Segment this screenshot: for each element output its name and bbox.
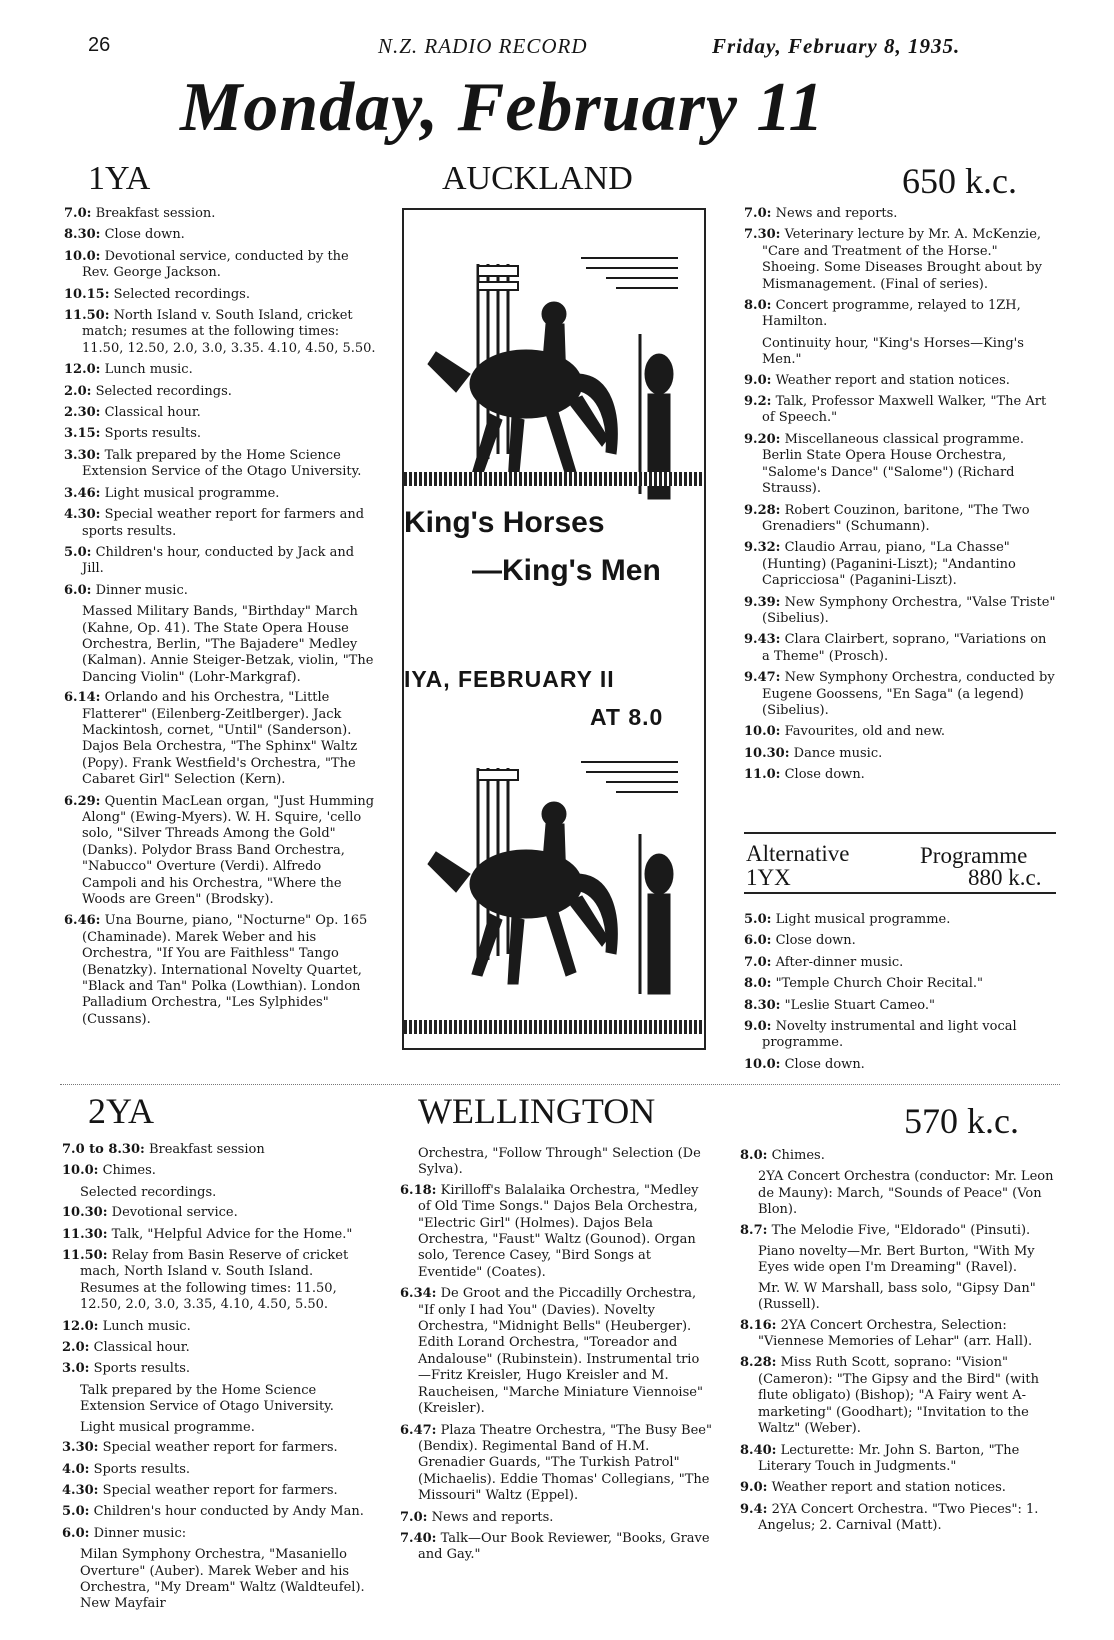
ad-headline-line2: —King's Men <box>472 554 661 587</box>
entry-time: 8.30: <box>744 997 781 1013</box>
entry-text: Selected recordings. <box>80 1184 217 1200</box>
programme-entry <box>740 1223 1056 1239</box>
entry-time: 8.40: <box>740 1442 777 1458</box>
programme-entry <box>400 1510 712 1526</box>
entry-time: 8.0: <box>744 976 772 992</box>
entry-time: 8.16: <box>740 1317 777 1333</box>
programme-entry <box>744 206 1056 222</box>
station-call-1ya: 1YA <box>88 160 151 197</box>
programme-entry <box>64 249 376 282</box>
entry-text: Special weather report for farmers. <box>102 1440 338 1456</box>
programme-entry <box>744 298 1056 331</box>
programme-entry <box>744 1019 1056 1052</box>
programme-entry <box>62 1547 374 1613</box>
alt-heading-right: Programme <box>920 843 1028 868</box>
entry-text: Light musical programme. <box>80 1419 255 1435</box>
entry-text: Close down. <box>784 1056 865 1072</box>
entry-time: 3.30: <box>64 447 101 463</box>
programme-entry <box>64 794 376 909</box>
horseman-illustration-bottom <box>416 754 692 1004</box>
entry-text: Devotional service, conducted by the Rev. George Jackson. <box>82 248 349 281</box>
entry-time: 6.0: <box>744 933 772 949</box>
programme-entry <box>744 394 1056 427</box>
entry-text: Classical hour. <box>93 1340 190 1356</box>
ad-headline-line1: King's Horses <box>404 506 605 539</box>
programme-entry <box>62 1248 374 1314</box>
horseman-illustration-top <box>416 224 692 514</box>
entry-time: 9.28: <box>744 502 781 518</box>
entry-text: News and reports. <box>431 1509 554 1525</box>
entry-text: Selected recordings. <box>113 286 250 302</box>
programme-entry <box>744 724 1056 740</box>
entry-text: After-dinner music. <box>775 954 904 970</box>
entry-text: Milan Symphony Orchestra, "Masaniello Overture" (Auber). Marek Weber and his Orchestra, "My Dream" Waltz (Waldteufel). New Mayfair <box>80 1547 365 1612</box>
programme-entry <box>62 1340 374 1356</box>
entry-text: 2YA Concert Orchestra. "Two Pieces": 1. Angelus; 2. Carnival (Matt). <box>758 1501 1039 1534</box>
entry-text: New Symphony Orchestra, conducted by Eugene Goossens, "En Saga" (a legend) (Sibelius). <box>762 670 1055 718</box>
entry-time: 12.0: <box>64 362 101 378</box>
entry-time: 5.0: <box>64 544 92 560</box>
station-freq-570: 570 k.c. <box>904 1101 1019 1141</box>
entry-text: Light musical programme. <box>775 912 951 927</box>
entry-text: New Symphony Orchestra, "Valse Triste" (Sibelius). <box>762 594 1056 626</box>
entry-text: Talk prepared by the Home Science Extension Service of Otago University. <box>80 1382 334 1415</box>
programme-entry <box>740 1244 1056 1277</box>
programme-list-2ya-col1 <box>62 1142 374 1617</box>
entry-text: Devotional service. <box>111 1205 238 1221</box>
programme-entry <box>744 955 1056 971</box>
entry-time: 6.34: <box>400 1286 437 1302</box>
entry-time: 10.0: <box>744 1056 781 1072</box>
entry-text: Continuity hour, "King's Horses—King's Men." <box>762 335 1024 368</box>
entry-time: 7.0: <box>400 1509 428 1525</box>
entry-text: North Island v. South Island, cricket match; resumes at the following times: 11.50, 12.50, 2.0, 3.0, 3.35. 4.10, 4.50, 5.50. <box>82 308 376 356</box>
entry-text: Miscellaneous classical programme. Berlin State Opera House Orchestra, "Salome's Dance" ("Salome") (Richard Strauss). <box>762 431 1024 497</box>
alt-divider-bottom <box>744 892 1056 894</box>
entry-time: 2.30: <box>64 405 101 421</box>
alt-heading-left: Alternative <box>746 841 850 866</box>
entry-time: 9.39: <box>744 594 781 610</box>
programme-entry <box>64 545 376 578</box>
entry-text: "Leslie Stuart Cameo." <box>784 997 935 1013</box>
entry-time: 6.29: <box>64 793 101 809</box>
programme-entry <box>740 1443 1056 1476</box>
programme-entry <box>744 933 1056 949</box>
entry-time: 7.0 to 8.30: <box>62 1142 145 1157</box>
entry-text: Chimes. <box>102 1163 156 1179</box>
programme-entry <box>744 632 1056 665</box>
entry-time: 10.30: <box>62 1205 108 1221</box>
entry-text: Talk prepared by the Home Science Extension Service of the Otago University. <box>82 447 362 480</box>
entry-time: 8.0: <box>740 1148 768 1163</box>
programme-entry <box>744 1057 1056 1073</box>
programme-entry <box>744 670 1056 719</box>
entry-time: 2.0: <box>62 1340 90 1356</box>
programme-entry <box>64 486 376 502</box>
entry-time: 9.20: <box>744 431 781 447</box>
entry-text: Breakfast session. <box>95 206 216 221</box>
entry-time: 9.47: <box>744 670 781 686</box>
entry-time: 8.28: <box>740 1355 777 1371</box>
entry-text: De Groot and the Piccadilly Orchestra, "If only I had You" (Davies). Novelty Orchestra, "Midnight Bells" (Heuberger). Edith Lorand Orchestra, "Toreador and Andalouse" (Rubinstein). Instrumental trio—Fritz Kreisler, Hugo Kreisler and M. Raucheisen, "Marche Miniature Viennoise" (Kreisler). <box>418 1286 703 1417</box>
programme-entry <box>740 1502 1056 1535</box>
entry-text: Miss Ruth Scott, soprano: "Vision" (Cameron): "The Gipsy and the Bird" (with flute obligato) (Bishop); "A Fairy went A-marketing" (Goodhart); "Invitation to the Waltz" (Weber). <box>758 1355 1039 1437</box>
entry-time: 8.7: <box>740 1222 768 1238</box>
entry-text: News and reports. <box>775 206 898 221</box>
programme-entry <box>744 595 1056 628</box>
entry-text: Favourites, old and new. <box>784 724 946 740</box>
programme-entry <box>64 604 376 686</box>
programme-entry <box>400 1183 712 1281</box>
programme-entry <box>62 1227 374 1243</box>
entry-text: Relay from Basin Reserve of cricket mach, North Island v. South Island. Resumes at the following times: 11.50, 12.50, 2.0, 3.0, 3.35, 4.10, 4.50, 5.50. <box>80 1248 349 1313</box>
publication-name: N.Z. RADIO RECORD <box>378 34 588 58</box>
ad-time: AT 8.0 <box>590 704 664 730</box>
entry-time: 6.46: <box>64 913 101 929</box>
programme-entry <box>744 746 1056 762</box>
entry-time: 7.40: <box>400 1530 437 1546</box>
entry-text: Lunch music. <box>104 362 193 378</box>
programme-entry <box>62 1440 374 1456</box>
entry-text: Veterinary lecture by Mr. A. McKenzie, "Care and Treatment of the Horse." Shoeing. Some Diseases Brought about by Mismanagement. (Final of series). <box>762 227 1042 292</box>
advertisement-box <box>402 208 706 1050</box>
entry-text: Special weather report for farmers and sports results. <box>82 507 365 539</box>
entry-text: Special weather report for farmers. <box>102 1482 338 1498</box>
programme-entry <box>64 227 376 243</box>
entry-text: Close down. <box>784 767 865 783</box>
entry-time: 7.0: <box>744 954 772 970</box>
entry-text: Dance music. <box>793 745 883 761</box>
entry-text: Massed Military Bands, "Birthday" March (Kahne, Op. 41). The State Opera House Orchestra, Berlin, "The Bajadere" Medley (Kalman). Annie Steiger-Betzak, violin, "The Dancing Violin" (Lohr-Markgraf). <box>82 604 374 685</box>
programme-entry <box>62 1185 374 1201</box>
programme-entry <box>744 998 1056 1014</box>
entry-time: 11.0: <box>744 767 781 783</box>
entry-time: 2.0: <box>64 383 92 399</box>
entry-text: Sports results. <box>93 1461 190 1477</box>
programme-entry <box>744 336 1056 369</box>
programme-entry <box>400 1286 712 1417</box>
programme-entry <box>64 384 376 400</box>
entry-time: 3.30: <box>62 1440 99 1456</box>
entry-text: 2YA Concert Orchestra, Selection: "Viennese Memories of Lehar" (arr. Hall). <box>758 1317 1033 1350</box>
entry-text: Orlando and his Orchestra, "Little Flatterer" (Eilenberg-Zeitlberger). Jack Mackintosh, cornet, "Until" (Sanderson). Dajos Bela Orchestra, "The Sphinx" Waltz (Popy). Frank Westfield's Orchestra, "The Cabaret Girl" Selection (Kern). <box>82 690 358 788</box>
programme-list-2ya-col3 <box>740 1148 1056 1540</box>
programme-entry <box>744 503 1056 536</box>
entry-text: Light musical programme. <box>104 485 280 501</box>
entry-time: 4.0: <box>62 1461 90 1477</box>
entry-text: Dinner music. <box>95 582 188 598</box>
programme-entry <box>64 426 376 442</box>
entry-text: Quentin MacLean organ, "Just Humming Along" (Ewing-Myers). W. H. Squire, 'cello solo, "Silver Threads Among the Gold" (Danks). Polydor Brass Band Orchestra, "Nabucco" Overture (Verdi). Alfredo Campoli and his Orchestra, "Where the Woods are Green" (Brodsky). <box>82 793 375 908</box>
programme-entry <box>62 1383 374 1416</box>
programme-entry <box>62 1462 374 1478</box>
entry-time: 9.32: <box>744 540 781 556</box>
entry-text: Novelty instrumental and light vocal programme. <box>762 1019 1017 1051</box>
programme-entry <box>64 583 376 599</box>
programme-entry <box>740 1148 1056 1164</box>
entry-time: 9.4: <box>740 1501 768 1517</box>
entry-time: 10.0: <box>62 1163 99 1179</box>
entry-time: 6.14: <box>64 690 101 706</box>
entry-text: Close down. <box>775 933 856 949</box>
section-divider <box>60 1084 1060 1085</box>
entry-time: 7.0: <box>744 206 772 221</box>
entry-time: 5.0: <box>744 912 772 927</box>
programme-list-1ya-left <box>64 206 376 1033</box>
programme-entry <box>62 1526 374 1542</box>
programme-entry <box>744 227 1056 293</box>
programme-entry <box>400 1146 712 1179</box>
entry-text: Weather report and station notices. <box>775 372 1010 388</box>
entry-time: 9.0: <box>744 1019 772 1035</box>
programme-entry <box>740 1480 1056 1496</box>
entry-text: Talk—Our Book Reviewer, "Books, Grave and Gay." <box>418 1530 710 1563</box>
station-call-2ya: 2YA <box>88 1091 155 1131</box>
programme-entry <box>744 540 1056 589</box>
entry-time: 3.15: <box>64 426 101 442</box>
decorative-band-bottom <box>404 1020 704 1034</box>
entry-text: Chimes. <box>771 1148 825 1163</box>
entry-text: Talk, "Helpful Advice for the Home." <box>111 1226 353 1242</box>
ad-station-date: IYA, FEBRUARY II <box>404 666 615 692</box>
station-city-auckland: AUCKLAND <box>442 160 633 197</box>
entry-text: The Melodie Five, "Eldorado" (Pinsuti). <box>771 1222 1031 1238</box>
programme-entry <box>744 912 1056 928</box>
programme-entry <box>400 1531 712 1564</box>
entry-time: 6.18: <box>400 1182 437 1198</box>
entry-time: 9.0: <box>744 372 772 388</box>
alt-programme-list <box>744 912 1056 1078</box>
alt-station-freq: 880 k.c. <box>968 865 1042 890</box>
entry-text: Clara Clairbert, soprano, "Variations on a Theme" (Prosch). <box>762 632 1047 664</box>
entry-time: 12.0: <box>62 1318 99 1334</box>
programme-entry <box>64 287 376 303</box>
entry-text: Sports results. <box>104 426 202 442</box>
page-title: Monday, February 11 <box>180 69 825 146</box>
programme-entry <box>744 767 1056 783</box>
programme-entry <box>62 1504 374 1520</box>
programme-entry <box>64 507 376 540</box>
entry-text: Close down. <box>104 227 185 243</box>
programme-list-1ya-right <box>744 206 1056 789</box>
entry-time: 10.15: <box>64 286 110 302</box>
programme-entry <box>64 690 376 788</box>
entry-text: Orchestra, "Follow Through" Selection (De Sylva). <box>418 1146 701 1178</box>
programme-entry <box>64 913 376 1028</box>
entry-time: 4.30: <box>64 507 101 523</box>
entry-time: 10.0: <box>64 248 101 264</box>
entry-time: 6.0: <box>64 582 92 598</box>
entry-time: 8.30: <box>64 227 101 243</box>
programme-entry <box>64 405 376 421</box>
programme-entry <box>62 1361 374 1377</box>
entry-text: Concert programme, relayed to 1ZH, Hamilton. <box>762 298 1021 330</box>
entry-time: 10.0: <box>744 724 781 740</box>
entry-time: 9.43: <box>744 632 781 648</box>
programme-list-2ya-col2 <box>400 1146 712 1569</box>
entry-text: Weather report and station notices. <box>771 1480 1006 1496</box>
programme-entry <box>740 1281 1056 1314</box>
entry-text: Children's hour, conducted by Jack and Jill. <box>82 544 355 577</box>
entry-text: Dinner music: <box>93 1525 187 1541</box>
entry-text: Una Bourne, piano, "Nocturne" Op. 165 (Chaminade). Marek Weber and his Orchestra, "If You are Faithless" Tango (Benatzky). International Novelty Quartet, "Black and Tan" Polka (Lowthian). London Palladium Orchestra, "Les Sylphides" (Cussans). <box>82 913 368 1027</box>
programme-entry <box>62 1163 374 1179</box>
programme-entry <box>62 1142 374 1158</box>
entry-time: 9.2: <box>744 394 772 410</box>
entry-time: 6.0: <box>62 1525 90 1541</box>
entry-time: 7.0: <box>64 206 92 221</box>
programme-entry <box>62 1420 374 1436</box>
programme-entry <box>64 448 376 481</box>
entry-text: Classical hour. <box>104 405 201 421</box>
programme-entry <box>62 1205 374 1221</box>
entry-time: 3.0: <box>62 1361 90 1377</box>
station-city-wellington: WELLINGTON <box>418 1091 656 1131</box>
programme-entry <box>744 373 1056 389</box>
station-freq-650: 650 k.c. <box>902 161 1017 201</box>
programme-entry <box>64 308 376 357</box>
entry-text: Mr. W. W Marshall, bass solo, "Gipsy Dan" (Russell). <box>758 1280 1036 1313</box>
entry-text: Sports results. <box>93 1361 190 1377</box>
programme-entry <box>740 1355 1056 1437</box>
programme-entry <box>744 976 1056 992</box>
entry-text: Lecturette: Mr. John S. Barton, "The Literary Touch in Judgments." <box>758 1442 1020 1474</box>
alt-station-call: 1YX <box>746 865 791 890</box>
entry-text: Breakfast session <box>148 1142 265 1157</box>
programme-entry <box>400 1423 712 1505</box>
entry-text: Plaza Theatre Orchestra, "The Busy Bee" (Bendix). Regimental Band of H.M. Grenadier Guards, "The Turkish Patrol" (Michaelis). Eddie Thomas' Collegians, "The Missouri" Waltz (Eppel). <box>418 1422 712 1504</box>
entry-time: 7.30: <box>744 227 781 243</box>
entry-time: 11.30: <box>62 1226 108 1242</box>
entry-time: 11.50: <box>64 308 110 324</box>
alt-divider-top <box>744 832 1056 834</box>
page-number: 26 <box>88 34 111 56</box>
entry-text: Children's hour conducted by Andy Man. <box>93 1504 364 1520</box>
entry-text: Talk, Professor Maxwell Walker, "The Art of Speech." <box>762 394 1047 426</box>
entry-text: "Temple Church Choir Recital." <box>775 976 984 992</box>
programme-entry <box>64 206 376 222</box>
entry-time: 6.47: <box>400 1422 437 1438</box>
entry-text: Lunch music. <box>102 1318 191 1334</box>
entry-text: Piano novelty—Mr. Bert Burton, "With My Eyes wide open I'm Dreaming" (Ravel). <box>758 1244 1035 1276</box>
entry-text: Kirilloff's Balalaika Orchestra, "Medley of Old Time Songs." Dajos Bela Orchestra, "Electric Girl" (Holmes). Dajos Bela Orchestra, "Faust" Waltz (Gounod). Organ solo, Terence Casey, "Bird Songs at Eventide" (Coates). <box>418 1182 699 1280</box>
entry-time: 4.30: <box>62 1482 99 1498</box>
entry-time: 9.0: <box>740 1480 768 1496</box>
programme-entry <box>740 1318 1056 1351</box>
entry-text: Selected recordings. <box>95 383 232 399</box>
entry-time: 10.30: <box>744 745 790 761</box>
programme-entry <box>740 1169 1056 1218</box>
programme-entry <box>62 1319 374 1335</box>
entry-text: Claudio Arrau, piano, "La Chasse" (Hunting) (Paganini-Liszt); "Andantino Capricciosa" (Paganini-Liszt). <box>762 540 1016 589</box>
entry-text: 2YA Concert Orchestra (conductor: Mr. Leon de Mauny): March, "Sounds of Peace" (Von Blon). <box>758 1169 1054 1218</box>
programme-entry <box>744 432 1056 498</box>
entry-time: 8.0: <box>744 298 772 314</box>
entry-time: 5.0: <box>62 1504 90 1520</box>
entry-time: 3.46: <box>64 485 101 501</box>
decorative-band-top <box>404 472 704 486</box>
entry-text: Robert Couzinon, baritone, "The Two Grenadiers" (Schumann). <box>762 502 1030 534</box>
programme-entry <box>64 362 376 378</box>
programme-entry <box>62 1483 374 1499</box>
entry-time: 11.50: <box>62 1248 108 1264</box>
issue-date: Friday, February 8, 1935. <box>712 34 961 58</box>
